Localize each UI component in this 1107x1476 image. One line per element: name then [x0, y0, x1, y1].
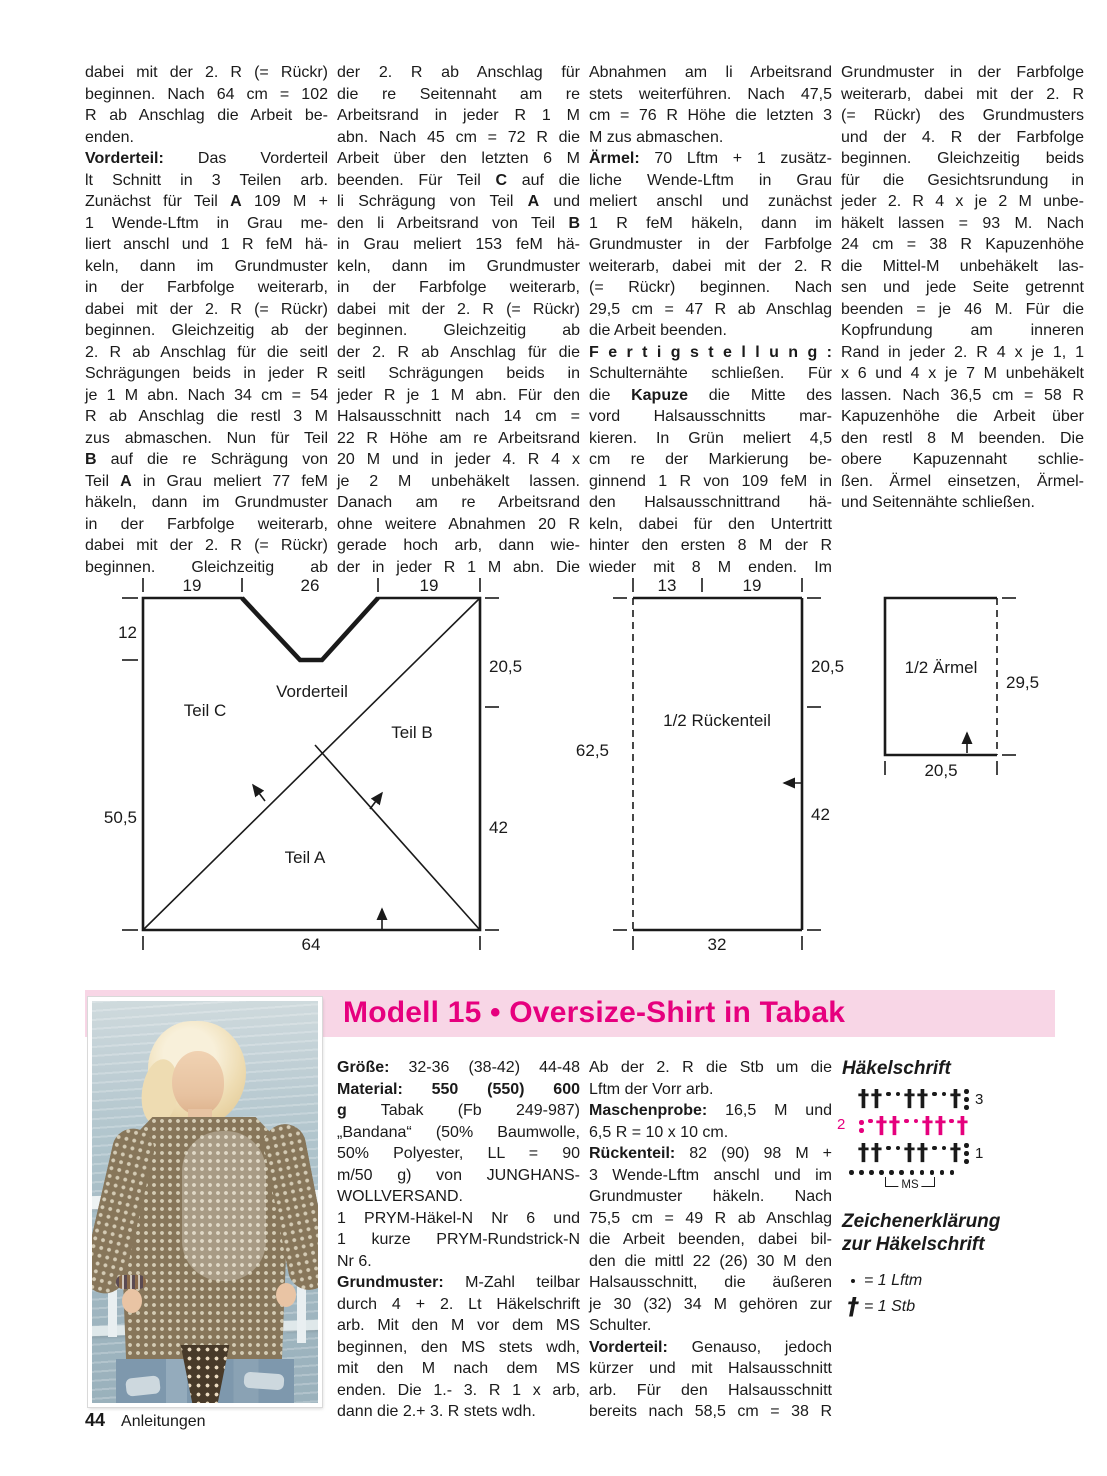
chain-dot-icon [942, 1092, 947, 1097]
chain-dot-icon [964, 1143, 969, 1148]
text-line: liche Wende-Lftm in Grau [589, 171, 832, 189]
row-number: 2 [837, 1116, 846, 1133]
instructions-column-1 [85, 62, 328, 578]
model-hand [122, 1289, 142, 1313]
text-line: die Arbeit beenden. [589, 322, 727, 339]
legend-items [842, 1268, 1000, 1320]
double-crochet-icon: † [857, 1140, 870, 1166]
chain-dot-icon [896, 1146, 901, 1151]
text-line: Abnahmen am li Arbeitsrand [589, 64, 832, 81]
chain-dot-icon [942, 1146, 947, 1151]
text-line: beginnen. Gleichzeitig ab [85, 558, 328, 576]
text-line: Halsausschnitt nach 14 cm = [337, 408, 580, 425]
text-line: lassen. Nach 36,5 cm = 58 R [841, 386, 1084, 404]
schematic-sleeve-piece [860, 570, 1107, 800]
text-line: dabei mit der 2. R (= Rückr) [85, 537, 328, 554]
text-line: und Seitennähte schließen. [841, 494, 1035, 511]
chain-dot-icon [964, 1159, 969, 1164]
text-line: Grundmuster in der Farbfolge [589, 236, 832, 253]
text-line: vord Halsausschnitts mar- [589, 408, 832, 425]
text-line: Größe: 32-36 (38-42) 44-48 [337, 1059, 580, 1076]
chain-dot-icon [896, 1092, 901, 1097]
measure-label: 29,5 [1006, 673, 1040, 692]
bracelets [116, 1275, 146, 1289]
text-line: 1 R feM häkeln, dann im [589, 214, 832, 232]
page-number: 44 [85, 1410, 106, 1430]
text-line: enden. [85, 128, 134, 146]
front-diagonal-1 [143, 598, 480, 930]
text-line: je 2 M unbehäkelt lassen. [337, 472, 580, 490]
text-line: Arbeitsrand in jeder R 1 M [337, 107, 580, 124]
double-crochet-icon: † [888, 1113, 901, 1139]
text-line: in der Farbfolge weiterarb, [337, 279, 580, 296]
chain-dot-icon [964, 1089, 969, 1094]
chart-row [847, 1140, 997, 1167]
chain-dot-icon [849, 1170, 854, 1175]
text-line: 24 cm = 38 R Kapuzenhöhe [841, 236, 1084, 253]
text-line: dabei mit der 2. R (= Rückr) [85, 300, 328, 318]
text-line: Danach am re Arbeitsrand [337, 494, 580, 511]
pattern-repeat-bracket [885, 1177, 935, 1191]
text-line: Grundmuster häkeln. Nach [589, 1188, 832, 1205]
text-line: bereits nach 58,5 cm = 38 R [589, 1403, 832, 1420]
legend-item [842, 1294, 1000, 1320]
text-line: enden. Die 1.- 3. R 1 x arb, [337, 1381, 580, 1399]
text-line: Rückenteil: 82 (90) 98 M + [589, 1145, 832, 1162]
text-line: für die Gesichtsrundung in [841, 171, 1084, 189]
chain-dot-icon [932, 1092, 937, 1097]
part-c-label: Teil C [183, 701, 227, 720]
chain-dot-icon [859, 1120, 864, 1125]
text-line: durch 4 + 2. Lt Häkelschrift [337, 1295, 580, 1313]
text-line: (= Rückr) des Grundmusters [841, 107, 1084, 124]
back-outline [633, 598, 802, 930]
chain-dot-icon [950, 1170, 955, 1175]
text-line: jeder R je 1 M abn. Für den [337, 386, 580, 404]
text-line: Ärmel: 70 Lftm + 1 zusätz- [589, 150, 832, 167]
chain-dot-icon [910, 1170, 915, 1175]
text-line: liert anschl und 1 R feM hä- [85, 236, 328, 253]
measure-label: 42 [811, 805, 830, 824]
chain-dot-icon [859, 1128, 864, 1133]
text-line: 22 R Höhe am re Arbeitsrand [337, 429, 580, 447]
legend-title: Zeichenerklärung zur Häkelschrift [842, 1211, 1001, 1255]
text-line: weiterarb, dabei mit der 2. R [589, 257, 832, 275]
front-neckline [242, 598, 378, 660]
text-line: arb. Für den Halsausschnitt [589, 1381, 832, 1399]
direction-arrow-icon [253, 785, 265, 801]
text-line: Ab der 2. R die Stb um die [589, 1059, 832, 1076]
pattern-info-column-2 [589, 1057, 832, 1423]
model-face [172, 1051, 224, 1115]
instructions-column-3 [589, 62, 832, 578]
chain-dot-icon [886, 1146, 891, 1151]
crochet-chart-title: Häkelschrift [842, 1058, 951, 1079]
double-crochet-icon: † [921, 1113, 934, 1139]
double-crochet-icon: † [956, 1113, 969, 1139]
chain-dot-icon [920, 1170, 925, 1175]
text-line: „Bandana“ (50% Baumwolle, [337, 1123, 580, 1141]
instructions-column-2 [337, 62, 580, 578]
measure-label: 64 [301, 935, 321, 954]
double-crochet-icon: † [847, 1293, 859, 1320]
chain-dot-icon [964, 1151, 969, 1156]
legend-item [842, 1268, 1000, 1294]
text-line: Maschenprobe: 16,5 M und [589, 1102, 832, 1119]
text-line: dabei mit der 2. R (= Rückr) [337, 300, 580, 318]
model-hand [276, 1283, 296, 1307]
text-line: Schulter. [589, 1317, 652, 1334]
text-line: in der Farbfolge weiterarb, [85, 515, 328, 533]
chain-dot-icon [964, 1097, 969, 1102]
chain-dot-icon [964, 1105, 969, 1110]
measure-ticks [613, 578, 821, 950]
text-line: Rand in jeder 2. R 4 x je 1, 1 [841, 343, 1084, 361]
turning-chain-icon [962, 1089, 971, 1110]
text-line: 6,5 R = 10 x 10 cm. [589, 1123, 729, 1141]
text-line: die Arbeit beenden, dabei bil- [589, 1231, 832, 1248]
front-title-label: Vorderteil [276, 682, 348, 701]
text-line: 2. R ab Anschlag für die seitl [85, 343, 328, 361]
legend-text: = 1 Stb [864, 1298, 916, 1315]
double-crochet-icon: † [870, 1086, 883, 1112]
text-line: beenden = je 46 M. Für die [841, 300, 1084, 318]
text-line: Schrägungen beids in jeder R [85, 365, 328, 382]
jeans-rip [125, 1375, 161, 1396]
text-line: beginnen. Gleichzeitig ab [337, 322, 580, 339]
crochet-chart [837, 1086, 997, 1191]
text-line: dann die 2.+ 3. R stets wdh. [337, 1403, 536, 1420]
measure-label: 12 [118, 623, 137, 642]
double-crochet-icon: † [857, 1086, 870, 1112]
measure-label: 19 [742, 576, 762, 595]
measure-label: 62,5 [575, 741, 609, 760]
text-line: 1 kurze PRYM-Rundstrick-N [337, 1231, 580, 1248]
chain-dot-icon [949, 1119, 954, 1124]
model-banner-title: Modell 15 • Oversize-Shirt in Tabak [343, 996, 846, 1029]
text-line: beginnen. Gleichzeitig beids [841, 150, 1084, 167]
double-crochet-icon: † [916, 1086, 929, 1112]
text-line: Zunächst für Teil A 109 M + [85, 193, 329, 210]
chain-dot-icon [859, 1170, 864, 1175]
instructions-column-4 [841, 62, 1084, 514]
direction-arrow-icon [370, 793, 382, 809]
text-line: cm re der Markierung be- [589, 451, 832, 468]
text-line: Kopfrundung am inneren [841, 322, 1084, 339]
row-number: 3 [975, 1091, 984, 1108]
chain-dot-icon [869, 1170, 874, 1175]
text-line: m/50 g) von JUNGHANS- [337, 1166, 580, 1184]
chain-dot-icon [904, 1119, 909, 1124]
text-line: keln, dann im Grundmuster [337, 257, 580, 275]
measure-label: 19 [182, 576, 202, 595]
chart-legend [842, 1210, 1000, 1320]
text-line: R ab Anschlag die Arbeit be- [85, 107, 328, 124]
chain-dot-icon [932, 1146, 937, 1151]
text-line: dabei mit der 2. R (= Rückr) [85, 64, 328, 81]
text-line: 20 M und in jeder 4. R 4 x [337, 451, 580, 468]
double-crochet-icon: † [949, 1140, 962, 1166]
text-line: mit den M nach dem MS [337, 1360, 580, 1377]
text-line: wieder mit 8 M enden. Im [589, 558, 832, 576]
foundation-chain-row [849, 1170, 997, 1175]
double-crochet-icon: † [870, 1140, 883, 1166]
text-line: abn. Nach 45 cm = 72 R die [337, 128, 580, 146]
jeans-rip [243, 1372, 284, 1391]
sleeve-title-label: 1/2 Ärmel [904, 658, 978, 677]
model-photo-frame [88, 997, 322, 1407]
text-line: 50% Polyester, LL = 90 [337, 1145, 580, 1162]
measure-label: 13 [657, 576, 677, 595]
text-line: 75,5 cm = 49 R ab Anschlag [589, 1209, 832, 1227]
text-line: Halsausschnitt, die äußeren [589, 1274, 832, 1291]
chain-dot-icon [879, 1170, 884, 1175]
measure-label: 20,5 [811, 657, 845, 676]
text-line: in Grau meliert 153 feM hä- [337, 236, 580, 253]
chain-dot-icon [886, 1092, 891, 1097]
part-b-label: Teil B [391, 723, 433, 742]
text-line: Schulternähte schließen. Für [589, 365, 832, 382]
text-line: häkeln, dann im Grundmuster [85, 494, 328, 511]
text-line: die re Seitennaht am re [337, 85, 580, 103]
chain-dot-icon [914, 1119, 919, 1124]
chain-dot-icon [868, 1119, 873, 1124]
measure-label: 20,5 [924, 761, 958, 780]
turning-chain-icon [857, 1120, 866, 1133]
text-line: keln, dann im Grundmuster [85, 257, 328, 275]
double-crochet-icon: † [903, 1086, 916, 1112]
measure-label: 20,5 [489, 657, 523, 676]
model-photo [92, 1001, 318, 1403]
text-line: die Mittel-M unbehäkelt las- [841, 257, 1084, 275]
part-a-label: Teil A [284, 848, 326, 867]
legend-text: = 1 Lftm [864, 1272, 923, 1289]
measure-label: 19 [419, 576, 439, 595]
text-line: zus abmaschen. Nun für Teil [85, 429, 328, 447]
text-line: je 30 (32) 34 M gehören zur [589, 1295, 832, 1313]
text-line: Grundmuster: M-Zahl teilbar [337, 1274, 580, 1291]
double-crochet-icon: † [934, 1113, 947, 1139]
text-line: 3 Wende-Lftm anschl und im [589, 1166, 832, 1184]
text-line: Grundmuster in der Farbfolge [841, 64, 1084, 81]
text-line: ohne weitere Abnahmen 20 R [337, 515, 580, 533]
text-line: Kapuzenhöhe die Arbeit über [841, 408, 1084, 425]
text-line: Arbeit über den letzten 6 M [337, 150, 580, 167]
text-line: kieren. In Grün meliert 4,5 [589, 429, 832, 447]
text-line: die Kapuze die Mitte des [589, 386, 833, 404]
double-crochet-icon: † [903, 1140, 916, 1166]
text-line: und der 4. R der Farbfolge [841, 128, 1084, 146]
text-line: 1 PRYM-Häkel-N Nr 6 und [337, 1209, 580, 1227]
double-crochet-icon: † [949, 1086, 962, 1112]
chart-row [847, 1086, 997, 1113]
text-line: Vorderteil: Genauso, jedoch [589, 1338, 832, 1356]
text-line: seitl Schrägungen beids in [337, 365, 580, 382]
text-line: beginnen. Nach 64 cm = 102 [85, 85, 328, 103]
text-line: der 2. R ab Anschlag für die [337, 343, 580, 361]
chain-dot-icon [851, 1279, 856, 1284]
schematic-front-piece [75, 570, 535, 970]
text-line: Vorderteil: Das Vorderteil [85, 150, 328, 167]
double-crochet-icon: † [875, 1113, 888, 1139]
chart-row [837, 1113, 997, 1140]
text-line: den li Arbeitsrand von Teil B [337, 214, 580, 232]
text-line: hinter den ersten 8 M der R [589, 537, 832, 554]
text-line: beginnen, den MS stets wdh, [337, 1338, 580, 1356]
text-line: obere Kapuzennaht schlie- [841, 451, 1084, 468]
ms-label: MS [898, 1179, 921, 1192]
text-line: cm = 76 R Höhe die letzten 3 [589, 107, 832, 124]
measure-label: 42 [489, 818, 508, 837]
text-line: beenden. Für Teil C auf die [337, 171, 580, 189]
text-line: F e r t i g s t e l l u n g : [589, 343, 832, 361]
text-line: der in jeder R 1 M abn. Die [337, 558, 580, 576]
text-line: WOLLVERSAND. [337, 1188, 463, 1205]
text-line: 1 Wende-Lftm in Grau me- [85, 214, 328, 232]
text-line: g Tabak (Fb 249-987) [337, 1102, 580, 1119]
text-line: Lftm der Vorr arb. [589, 1080, 714, 1098]
text-line: beginnen. Gleichzeitig ab der [85, 322, 328, 339]
text-line: keln, dabei für den Untertritt [589, 515, 832, 533]
text-line: ginnend 1 R von 109 feM in [589, 472, 832, 490]
text-line: B auf die re Schrägung von [85, 451, 328, 468]
chain-dot-icon [899, 1170, 904, 1175]
text-line: kürzer und mit Halsausschnitt [589, 1360, 832, 1377]
text-line: weiterarb, dabei mit der 2. R [841, 85, 1084, 103]
footer-label: Anleitungen [121, 1413, 206, 1430]
text-line: x 6 und 4 x je 7 M unbehäkelt [841, 365, 1084, 382]
text-line: li Schrägung von Teil A und [337, 193, 581, 210]
text-line: (= Rückr) beginnen. Nach [589, 279, 832, 296]
measure-label: 26 [300, 576, 320, 595]
text-line: sen und jede Seite getrennt [841, 279, 1084, 296]
text-line: ßen. Ärmel einsetzen, Ärmel- [841, 472, 1084, 490]
text-line: den restl 8 M beenden. Die [841, 429, 1084, 447]
page-footer [85, 1410, 206, 1431]
text-line: Teil A in Grau meliert 77 feM [85, 472, 329, 490]
text-line: häkelt lassen = 93 M. Nach [841, 214, 1084, 232]
text-line: jeder 2. R 4 x je 2 M unbe- [841, 193, 1084, 210]
text-line: R ab Anschlag die restl 3 M [85, 408, 328, 425]
text-line: den Halsausschnittrand hä- [589, 494, 832, 511]
text-line: arb. Mit den M vor dem MS [337, 1317, 580, 1334]
text-line: je 1 M abn. Nach 34 cm = 54 [85, 386, 328, 404]
text-line: 29,5 cm = 47 R ab Anschlag [589, 300, 832, 318]
text-line: gerade hoch arb, dann wie- [337, 537, 580, 554]
schematic-back-piece [555, 570, 855, 970]
text-line: den die mittl 22 (26) 30 M den [589, 1252, 832, 1270]
text-line: lt Schnitt in 3 Teilen arb. [85, 171, 328, 189]
text-line: meliert anschl und zunächst [589, 193, 832, 210]
row-number: 1 [975, 1145, 984, 1162]
pattern-info-column-1 [337, 1057, 580, 1423]
chain-dot-icon [940, 1170, 945, 1175]
front-diagonal-2 [315, 745, 480, 930]
measure-label: 32 [707, 935, 727, 954]
text-line: stets weiterführen. Nach 47,5 [589, 85, 832, 103]
text-line: Nr 6. [337, 1252, 372, 1270]
text-line: in der Farbfolge weiterarb, [85, 279, 328, 296]
turning-chain-icon [962, 1143, 971, 1164]
text-line: M zus abmaschen. [589, 128, 724, 146]
text-line: der 2. R ab Anschlag für [337, 64, 580, 81]
chain-dot-icon [930, 1170, 935, 1175]
chain-dot-icon [889, 1170, 894, 1175]
double-crochet-icon: † [916, 1140, 929, 1166]
back-title-label: 1/2 Rückenteil [663, 711, 771, 730]
measure-label: 50,5 [103, 808, 137, 827]
text-line: Material: 550 (550) 600 [337, 1080, 580, 1098]
